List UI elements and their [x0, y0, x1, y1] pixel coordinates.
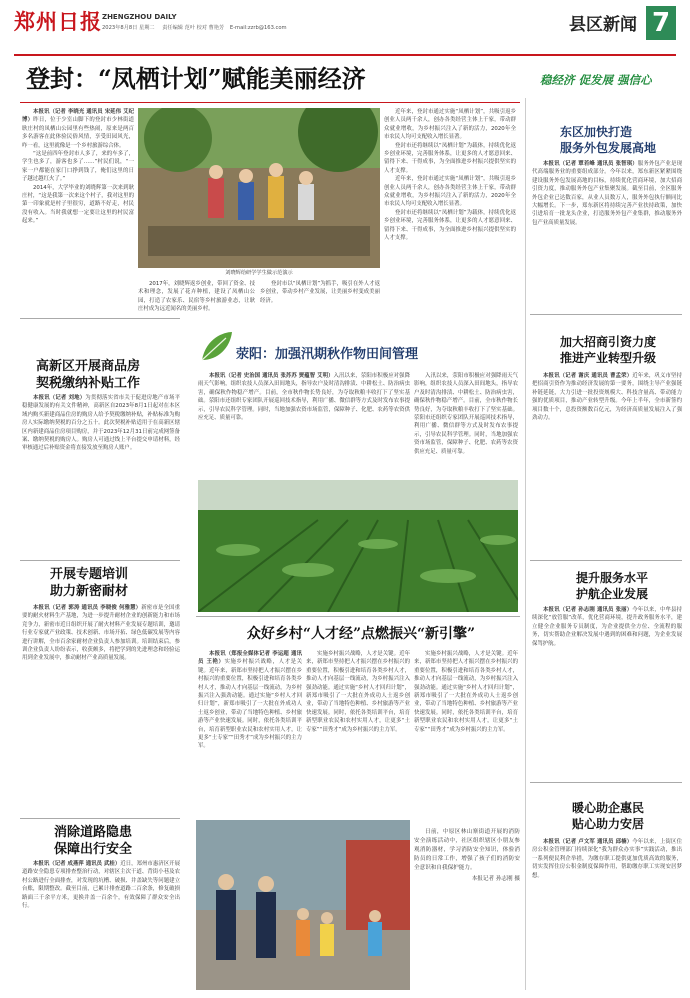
slogan: 稳经济 促发展 强信心	[540, 73, 652, 87]
right-col-divider	[525, 98, 526, 990]
fire-drill-caption-credit: 本报记者 孙志刚 摄	[471, 876, 520, 882]
tisheng-body: 今年以来，中牟县持续深化“放管服”改革，优化营商环境，提升政务服务水平，建立健全企业服务专员制度，为企业提供全方位、全流程的服务，切实帮助企业解决发展中遇到的困难和问题，为企业发展保驾护航。	[532, 607, 682, 647]
zhaoshang-headline	[560, 334, 684, 366]
kaifeng-headline	[50, 566, 180, 600]
dongqu-byline: 本报讯（记者 覃若峰 通讯员 张智琪）	[543, 161, 638, 167]
zhaoshang-headline-line-1: 加大招商引资力度	[560, 335, 657, 349]
issue-date: 2023年8月8日 星期二	[102, 25, 155, 31]
zhaoshang-article	[532, 372, 682, 548]
masthead	[14, 6, 676, 50]
headline-rule	[20, 102, 520, 103]
xingyang-body-cont: 入汛以来，荥阳市积极应对强降雨天气影响，组织农技人员深入田间地头，指导农户及时清沟排渍、中耕松土、防治病虫害，确保秋作物稳产增产。目前，全市秋作物长势良好，为夺取秋粮丰收打下了坚实基础。荥阳市还组织专家团队开展巡回技术指导，利用广播、微信群等方式及时发布农事提示，引导农民科学管理。同时，当地加强农资市场监管，保障种子、化肥、农药等农资供应充足、质量可靠。	[414, 373, 518, 455]
kaifeng-body: 新密市是全国重要的耐火材料生产基地，为进一步提升耐材企业的创新能力和市场竞争力，新密市近日组织开展了耐火材料产业发展专题培训，邀请行业专家就产业政策、技术创新、市场开拓、绿色低碳发展等内容进行讲解，全市百余家耐材企业负责人参加培训。培训结束后，参训企业负责人纷纷表示，收获颇多，将把学到的先进理念和经验运用到企业发展中，推动耐材产业高质量发展。	[22, 605, 180, 662]
xiaoxiao-headline	[54, 824, 180, 858]
dongqu-body: 服务外包产业是现代高端服务业的重要组成部分。今年以来，郑东新区紧紧围绕建设服务外包发展高地的目标，持续优化营商环境，加大招商引资力度，推动服务外包产业集聚发展。截至目前，全区服务外包企业已达数百家，从业人员数万人，服务外包执行额同比大幅增长。下一步，郑东新区将持续完善产业扶持政策，加快引进培育一批龙头企业，打造服务外包产业集群，推动服务外包产业高质量发展。	[532, 161, 682, 226]
nuanxin-body: 今年以来，上街区住房公积金管理部门持续深化“我为群众办实事”实践活动，推出一系列便民利企举措，为缴存职工提供更加优质高效的服务，切实发挥住房公积金制度保障作用，帮助缴存职工实现安居梦想。	[532, 839, 682, 879]
haoxiang-body-cont-2: 实施乡村振兴战略，人才是关键。近年来，新郑市坚持把人才振兴摆在乡村振兴的重要位置，积极引进和培育各类乡村人才，推动人才向基层一线流动，为乡村振兴注入强劲动能。通过实施“乡村人才回归计划”，新郑市吸引了一大批在外成功人士返乡创业，带动了当地特色种植、乡村旅游等产业快速发展。同时，依托各类培训平台，培育新型职业农民和农村实用人才，让更多“土专家”“田秀才”成为乡村振兴的主力军。	[414, 651, 518, 733]
dongqu-headline-line-1: 东区加快打造	[560, 125, 633, 139]
nuanxin-article	[532, 838, 682, 988]
haoxiang-article-col-2	[306, 650, 410, 814]
main-para-9: 登封市还将继续以“凤栖计划”为载体，持续优化返乡创业环境，完善服务体系，让更多的人才愿意回来、留得下来、干得成事，为全面推进乡村振兴提供坚实的人才支撑。	[384, 209, 516, 242]
left-col-rule-1	[20, 318, 180, 319]
xingyang-article	[198, 372, 410, 472]
main-photo-scene	[138, 108, 380, 268]
nuanxin-headline-line-1: 暖心助企惠民	[572, 801, 645, 815]
nuanxin-headline-line-2: 贴心助力安居	[572, 817, 645, 831]
nuanxin-byline: 本报讯（记者 卢文军 通讯员 邱楠）	[543, 839, 633, 845]
kaifeng-headline-line-1: 开展专题培训	[50, 567, 129, 582]
main-byline: 本报讯（记者 李晓光 通讯员 宋延伟 艾纪博）	[22, 109, 134, 124]
xingyang-headline: 荥阳：加强汛期秋作物田间管理	[236, 347, 419, 362]
xiaoxiao-byline: 本报讯（记者 成燕萍 通讯员 武桂）	[33, 861, 121, 867]
zhaoshang-byline: 本报讯（记者 谢庆 通讯员 曹孟荣）	[543, 373, 633, 379]
haoxiang-article	[198, 650, 302, 814]
tisheng-headline-line-2: 护航企业发展	[576, 587, 649, 601]
main-para-4: 2017年，刘晓辉返乡创业，带回了资金、技术和理念，发展了花卉种植，建设了凤栖山公园，打造了农家乐、民宿等乡村旅游业态，让耿庄村成为远近闻名的美丽乡村。	[138, 281, 255, 313]
kaifeng-article	[22, 604, 180, 814]
main-headline: 登封：“凤栖计划”赋能美丽经济	[26, 64, 366, 93]
fire-drill-caption-text: 日前，中原区林山寨街道开展的消防安全演练活动中，社区组织辖区小朋友参观消防器材，学习消防安全知识，体验消防员的日常工作，增强了孩子们的消防安全意识和自我保护能力。	[414, 829, 520, 871]
gaoxin-byline: 本报讯（记者 刘地）	[33, 395, 86, 401]
main-para-1: 昨日，位于少室山脚下的登封市少林街道耿庄村的凤栖山公园里有些热闹，原来是两百多名游客在此体验民俗风情，享受田园风光，咋一看，这里就像是一个乡村旅游综合体。	[22, 117, 134, 149]
xiaoxiao-headline-line-2: 保障出行安全	[54, 842, 133, 857]
page-number: 7	[646, 6, 676, 40]
zhaoshang-headline-line-2: 推进产业转型升级	[560, 351, 657, 365]
xiaoxiao-body: 近日，郑州市惠济区开展道路安全隐患专项排查整治行动，对辖区主次干道、背街小巷及农村公路进行全面排查，对发现的坑槽、破损、井盖缺失等问题建立台账，限期整改。截至目前，已累计排查道路二百余条，修复破损路面三千余平方米，更换井盖一百余个，有效保障了群众安全出行。	[22, 861, 180, 910]
xingyang-photo	[198, 480, 518, 612]
main-para-5: 登封市以“凤栖计划”为抓手，吸引在外人才返乡创业，带动乡村产业发展，让美丽乡村变成美丽经济。	[260, 281, 380, 304]
xingyang-byline: 本报讯（记者 史治国 通讯员 张苏苏 贾蕴智 艾明）	[209, 373, 334, 379]
gaoxin-headline-line-2: 契税缴纳补贴工作	[36, 376, 141, 391]
right-rule-3	[530, 782, 682, 783]
main-para-3: 2014年，大学毕业的刘晓辉第一次来到耿庄村，“这是我第一次来这个村子，我对这里的第一印象就是村子里很穷，道路不好走，村民没有收入。当时我就想一定要让这里的村民富起来。”	[22, 184, 134, 225]
haoxiang-article-col-3	[414, 650, 518, 814]
main-photo	[138, 108, 380, 268]
leaf-icon	[196, 326, 236, 366]
tisheng-byline: 本报讯（记者 孙志刚 通讯员 张丽）	[543, 607, 633, 613]
masthead-rule	[14, 54, 676, 56]
left-col-rule-3	[20, 818, 180, 819]
main-para-6: 近年来，登封市通过实施“凤栖计划”，共吸引返乡创业人员两千余人，创办各类经营主体上千家，带动群众就业增收，为乡村振兴注入了新的活力，2020年全市农民人均可支配收入增长显著。	[384, 109, 516, 141]
tisheng-headline	[576, 570, 684, 602]
paper-en-name: ZHENGZHOU DAILY	[102, 13, 177, 21]
main-article-col-1	[22, 108, 134, 314]
xingyang-body: 入汛以来，荥阳市积极应对强降雨天气影响，组织农技人员深入田间地头，指导农户及时清沟排渍、中耕松土、防治病虫害，确保秋作物稳产增产。目前，全市秋作物长势良好，为夺取秋粮丰收打下了坚实基础。荥阳市还组织专家团队开展巡回技术指导，利用广播、微信群等方式及时发布农事提示，引导农民科学管理。同时，当地加强农资市场监管，保障种子、化肥、农药等农资供应充足、质量可靠。	[198, 373, 410, 422]
haoxiang-body: 实施乡村振兴战略，人才是关键。近年来，新郑市坚持把人才振兴摆在乡村振兴的重要位置，积极引进和培育各类乡村人才，推动人才向基层一线流动，为乡村振兴注入强劲动能。通过实施“乡村人才回归计划”，新郑市吸引了一大批在外成功人士返乡创业，带动了当地特色种植、乡村旅游等产业快速发展。同时，依托各类培训平台，培育新型职业农民和农村实用人才，让更多“土专家”“田秀才”成为乡村振兴的主力军。	[198, 659, 302, 750]
issue-info	[102, 24, 287, 31]
haoxiang-byline: 本报讯（郑报全媒体记者 李运超 通讯员 王艳）	[198, 651, 302, 666]
paper-logo: 郑州日报	[14, 9, 102, 34]
gaoxin-article	[22, 394, 180, 556]
xingyang-article-col-2	[414, 372, 518, 472]
main-para-8: 近年来，登封市通过实施“凤栖计划”，共吸引返乡创业人员两千余人，创办各类经营主体上千家，带动群众就业增收，为乡村振兴注入了新的活力，2020年全市农民人均可支配收入增长显著。	[384, 176, 516, 208]
xiaoxiao-article	[22, 860, 180, 988]
dongqu-headline-line-2: 服务外包发展高地	[560, 141, 657, 155]
main-article-col-4	[384, 108, 516, 314]
kaifeng-byline: 本报讯（记者 郭涛 通讯员 李晓俊 何雅慧）	[33, 605, 142, 611]
right-rule-2	[530, 560, 682, 561]
gaoxin-headline-line-1: 高新区开展商品房	[36, 359, 141, 374]
section-name: 县区新闻	[569, 15, 637, 35]
fire-drill-photo	[196, 820, 410, 990]
haoxiang-headline: 众好乡村“人才经”点燃振兴“新引擎”	[246, 626, 476, 642]
main-para-7: 登封市还将继续以“凤栖计划”为载体，持续优化返乡创业环境，完善服务体系，让更多的人才愿意回来、留得下来、干得成事，为全面推进乡村振兴提供坚实的人才支撑。	[384, 142, 516, 174]
kaifeng-headline-line-2: 助力新密耐材	[50, 584, 129, 599]
haoxiang-body-cont-1: 实施乡村振兴战略，人才是关键。近年来，新郑市坚持把人才振兴摆在乡村振兴的重要位置，积极引进和培育各类乡村人才，推动人才向基层一线流动，为乡村振兴注入强劲动能。通过实施“乡村人才回归计划”，新郑市吸引了一大批在外成功人士返乡创业，带动了当地特色种植、乡村旅游等产业快速发展。同时，依托各类培训平台，培育新型职业农民和农村实用人才，让更多“土专家”“田秀才”成为乡村振兴的主力军。	[306, 651, 410, 733]
issue-email: E-mail:zzrb@163.com	[229, 25, 287, 31]
dongqu-headline	[560, 124, 684, 156]
center-rule	[196, 616, 520, 617]
right-rule-1	[530, 314, 682, 315]
cornfield-scene	[198, 480, 518, 612]
leaf-ornament	[196, 326, 236, 366]
main-article-col-3	[260, 280, 380, 314]
left-col-rule-2	[20, 560, 180, 561]
fire-drill-scene	[196, 820, 410, 990]
main-para-2: “这是前四年登封市人多了，来的车多了，学生也多了，游客也多了……”村民们说，“一家一户都能在家门口挣到钱了，俺们这里的日子越过越红火了。”	[22, 151, 134, 183]
issue-editor: 责任编辑 范叶 校对 曹艳芳	[162, 25, 225, 31]
nuanxin-headline	[572, 800, 684, 832]
main-article-col-2	[138, 280, 255, 314]
dongqu-article	[532, 160, 682, 310]
tisheng-article	[532, 606, 682, 776]
tisheng-headline-line-1: 提升服务水平	[576, 571, 649, 585]
zhaoshang-body: 近年来，巩义市坚持把招商引资作为推动经济发展的第一要务，围绕主导产业强链补链延链，大力引进一批投资规模大、科技含量高、带动能力强的优质项目，推动产业转型升级。今年上半年，全市新签约项目数十个，总投资额数百亿元，为经济高质量发展注入了强劲动力。	[532, 373, 682, 422]
main-photo-caption: 刘晓辉给研学学生做示范演示	[225, 270, 293, 276]
gaoxin-body: 为贯彻落实省市关于促进房地产市场平稳健康发展的有关文件精神，高新区自2023年8月1日起对在本区域内购买新建商品住房的购房人给予契税缴纳补贴，补贴标准为购房人实际缴纳契税的百分之五十。此次契税补贴适用于在高新区辖区内新建商品住房项目购房，并于2023年12月31日前完成网签备案、缴纳契税的购房人。购房人可通过线上平台提交申请材料，经审核通过后补贴资金将直接发放至购房人账户。	[22, 395, 180, 452]
fire-drill-caption	[414, 828, 520, 988]
xiaoxiao-headline-line-1: 消除道路隐患	[54, 825, 133, 840]
gaoxin-headline	[36, 358, 176, 392]
